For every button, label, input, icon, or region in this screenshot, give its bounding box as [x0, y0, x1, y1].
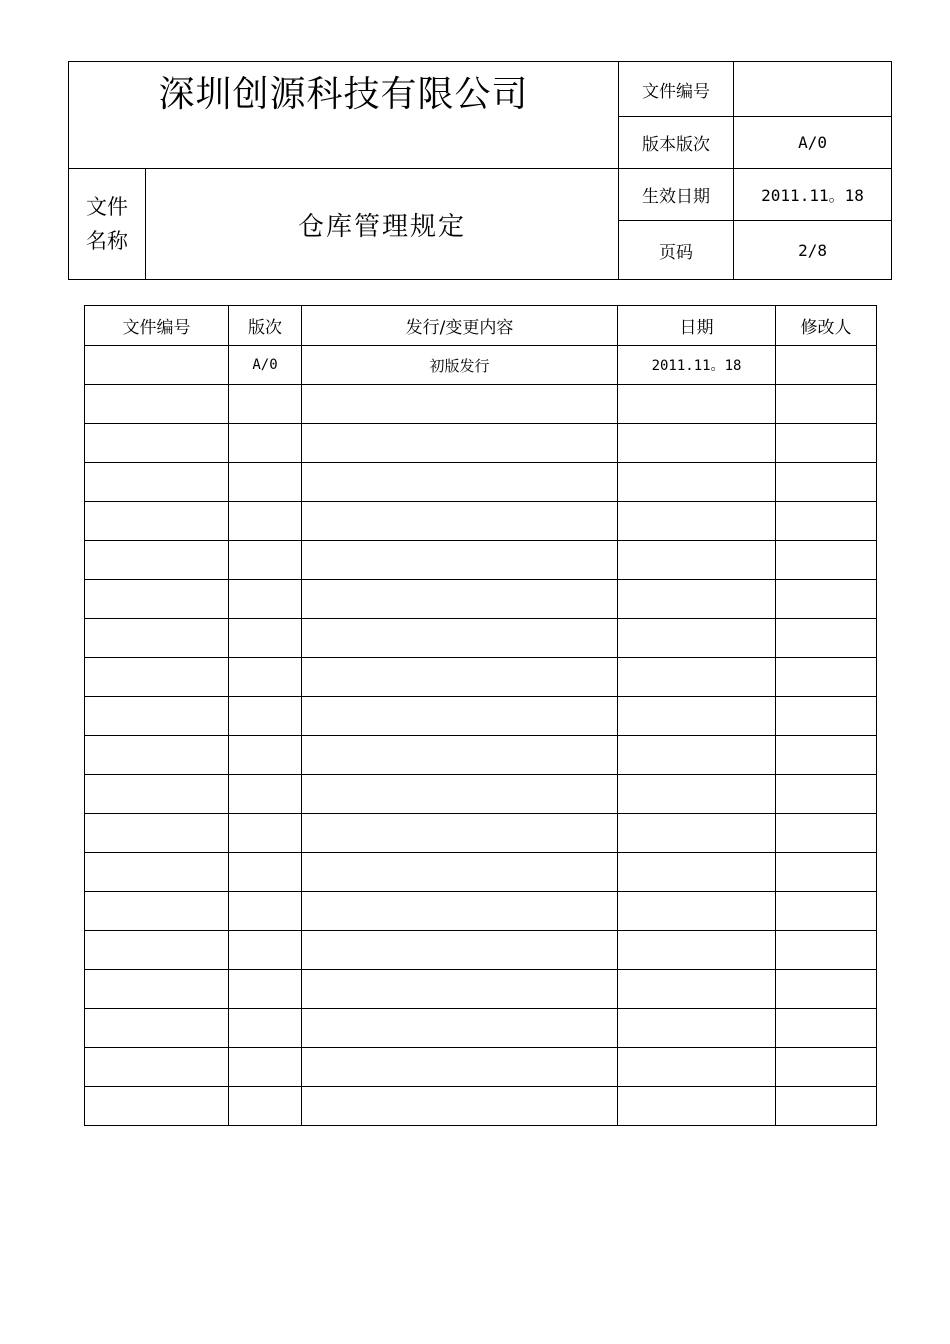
cell-version [229, 385, 302, 424]
table-row [85, 424, 877, 463]
table-row [85, 658, 877, 697]
cell-content [302, 931, 618, 970]
cell-version [229, 775, 302, 814]
cell-content [302, 502, 618, 541]
column-header-date: 日期 [618, 306, 776, 346]
cell-version [229, 619, 302, 658]
table-row [85, 775, 877, 814]
cell-version [229, 1048, 302, 1087]
table-row [85, 736, 877, 775]
cell-content: 初版发行 [302, 346, 618, 385]
cell-date [618, 658, 776, 697]
cell-date [618, 892, 776, 931]
table-row [85, 463, 877, 502]
cell-doc-number [85, 736, 229, 775]
cell-doc-number [85, 658, 229, 697]
table-row [85, 1009, 877, 1048]
cell-version [229, 658, 302, 697]
cell-version [229, 1009, 302, 1048]
cell-date [618, 385, 776, 424]
cell-version [229, 502, 302, 541]
column-header-version: 版次 [229, 306, 302, 346]
cell-version [229, 1087, 302, 1126]
cell-date [618, 853, 776, 892]
cell-date [618, 424, 776, 463]
cell-editor [776, 1048, 877, 1087]
cell-date [618, 541, 776, 580]
doc-number-label: 文件编号 [619, 62, 734, 117]
cell-date [618, 775, 776, 814]
cell-content [302, 619, 618, 658]
cell-version [229, 697, 302, 736]
table-row [85, 1048, 877, 1087]
column-header-editor: 修改人 [776, 306, 877, 346]
cell-editor [776, 892, 877, 931]
column-header-content: 发行/变更内容 [302, 306, 618, 346]
cell-content [302, 424, 618, 463]
version-value: A/0 [734, 117, 892, 169]
cell-doc-number [85, 970, 229, 1009]
cell-doc-number [85, 892, 229, 931]
cell-editor [776, 385, 877, 424]
cell-content [302, 1087, 618, 1126]
cell-date: 2011.11。18 [618, 346, 776, 385]
cell-editor [776, 580, 877, 619]
cell-version [229, 931, 302, 970]
cell-editor [776, 502, 877, 541]
page-value: 2/8 [734, 221, 892, 280]
cell-content [302, 814, 618, 853]
doc-name-label [69, 169, 146, 280]
cell-doc-number [85, 346, 229, 385]
cell-version: A/0 [229, 346, 302, 385]
cell-doc-number [85, 424, 229, 463]
cell-doc-number [85, 502, 229, 541]
table-row [85, 814, 877, 853]
cell-date [618, 736, 776, 775]
cell-content [302, 736, 618, 775]
doc-name-value: 仓库管理规定 [146, 169, 619, 280]
cell-date [618, 931, 776, 970]
table-row [85, 346, 877, 385]
table-row [85, 541, 877, 580]
cell-doc-number [85, 814, 229, 853]
cell-content [302, 463, 618, 502]
table-row [85, 853, 877, 892]
cell-version [229, 814, 302, 853]
cell-doc-number [85, 931, 229, 970]
cell-doc-number [85, 1048, 229, 1087]
cell-date [618, 502, 776, 541]
cell-doc-number [85, 697, 229, 736]
cell-date [618, 1048, 776, 1087]
cell-content [302, 1009, 618, 1048]
cell-date [618, 697, 776, 736]
table-row [85, 892, 877, 931]
effective-date-label: 生效日期 [619, 169, 734, 221]
cell-date [618, 1087, 776, 1126]
cell-content [302, 970, 618, 1009]
cell-editor [776, 775, 877, 814]
cell-doc-number [85, 463, 229, 502]
cell-doc-number [85, 775, 229, 814]
table-row [85, 619, 877, 658]
cell-editor [776, 1087, 877, 1126]
table-row [85, 931, 877, 970]
cell-date [618, 580, 776, 619]
cell-version [229, 463, 302, 502]
cell-date [618, 1009, 776, 1048]
table-row [85, 1087, 877, 1126]
cell-date [618, 463, 776, 502]
cell-version [229, 424, 302, 463]
cell-editor [776, 853, 877, 892]
cell-editor [776, 970, 877, 1009]
table-row [85, 385, 877, 424]
cell-content [302, 775, 618, 814]
cell-version [229, 892, 302, 931]
cell-content [302, 658, 618, 697]
table-row [85, 697, 877, 736]
table-row [85, 502, 877, 541]
cell-doc-number [85, 385, 229, 424]
cell-content [302, 580, 618, 619]
cell-doc-number [85, 1087, 229, 1126]
cell-doc-number [85, 853, 229, 892]
doc-number-value [734, 62, 892, 117]
cell-content [302, 1048, 618, 1087]
cell-content [302, 853, 618, 892]
revision-history-table [84, 305, 877, 1126]
version-label: 版本版次 [619, 117, 734, 169]
cell-editor [776, 346, 877, 385]
cell-version [229, 736, 302, 775]
doc-name-label-line1: 文件 [86, 195, 128, 219]
table-header-row [85, 306, 877, 346]
cell-content [302, 385, 618, 424]
doc-name-label-line2: 名称 [86, 229, 128, 253]
cell-version [229, 580, 302, 619]
cell-editor [776, 814, 877, 853]
cell-content [302, 541, 618, 580]
table-row [85, 580, 877, 619]
cell-content [302, 892, 618, 931]
cell-doc-number [85, 619, 229, 658]
cell-editor [776, 541, 877, 580]
cell-date [618, 814, 776, 853]
cell-editor [776, 619, 877, 658]
cell-version [229, 541, 302, 580]
cell-editor [776, 697, 877, 736]
cell-doc-number [85, 541, 229, 580]
document-header-table [68, 61, 892, 280]
cell-date [618, 619, 776, 658]
cell-doc-number [85, 1009, 229, 1048]
cell-editor [776, 424, 877, 463]
cell-version [229, 853, 302, 892]
company-name: 深圳创源科技有限公司 [69, 62, 619, 169]
column-header-doc-number: 文件编号 [85, 306, 229, 346]
cell-version [229, 970, 302, 1009]
cell-content [302, 697, 618, 736]
cell-editor [776, 463, 877, 502]
cell-editor [776, 931, 877, 970]
table-row [85, 970, 877, 1009]
cell-doc-number [85, 580, 229, 619]
cell-editor [776, 1009, 877, 1048]
cell-date [618, 970, 776, 1009]
cell-editor [776, 658, 877, 697]
cell-editor [776, 736, 877, 775]
page-label: 页码 [619, 221, 734, 280]
effective-date-value: 2011.11。18 [734, 169, 892, 221]
